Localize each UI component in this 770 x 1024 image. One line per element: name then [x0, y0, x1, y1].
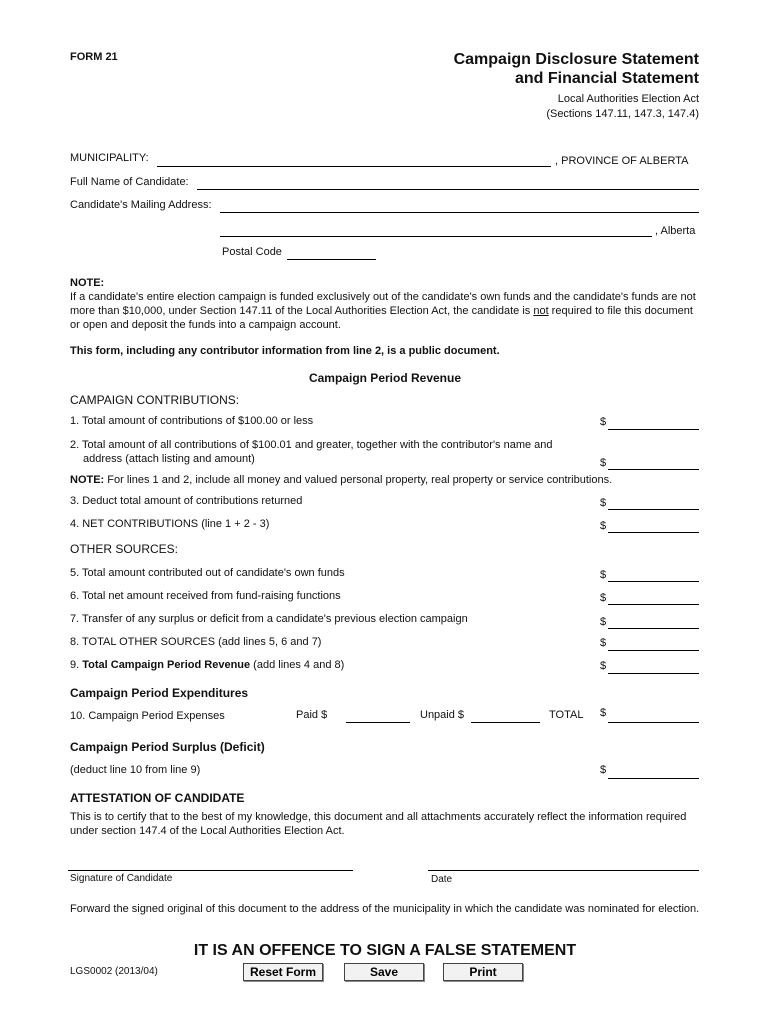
date-label: Date	[431, 874, 453, 885]
attestation-heading: ATTESTATION OF CANDIDATE	[70, 791, 245, 805]
note-text: If a candidate's entire election campaign is funded exclusively out of the candidate's own funds and the candidate's funds are not more than $10,000, under Section 147.11 of the Local Authorities Election Act, the candidate is not required to file this document or open and deposit the funds into a campaign account.	[70, 291, 696, 331]
line-2-amount[interactable]	[608, 455, 699, 470]
line-3-amount[interactable]	[608, 495, 699, 510]
surplus-heading: Campaign Period Surplus (Deficit)	[70, 740, 265, 754]
line-6-amount[interactable]	[608, 590, 699, 605]
line-1-label: 1. Total amount of contributions of $100.00 or less	[70, 415, 314, 427]
municipality-label: MUNICIPALITY:	[70, 152, 149, 164]
form-number: FORM 21	[70, 51, 118, 63]
line-7-currency: $	[600, 616, 607, 628]
line-3-currency: $	[600, 497, 607, 509]
form-code: LGS0002 (2013/04)	[70, 966, 158, 977]
line-4-label: 4. NET CONTRIBUTIONS (line 1 + 2 - 3)	[70, 518, 270, 530]
revenue-heading: Campaign Period Revenue	[308, 371, 462, 385]
mailing-address-label: Candidate's Mailing Address:	[70, 199, 212, 211]
note-heading: NOTE:	[70, 277, 105, 289]
mailing-address-field[interactable]	[220, 198, 699, 213]
form-title-line2: and Financial Statement	[514, 70, 699, 87]
full-name-field[interactable]	[197, 175, 699, 190]
line-6-label: 6. Total net amount received from fund-raising functions	[70, 590, 341, 602]
postal-code-field[interactable]	[287, 245, 376, 260]
line-1-amount[interactable]	[608, 415, 699, 430]
forward-instructions: Forward the signed original of this document to the address of the municipality in which the candidate was nominated for election.	[70, 903, 700, 915]
line-9-label: 9. Total Campaign Period Revenue (add lines 4 and 8)	[70, 659, 345, 671]
line-1-currency: $	[600, 416, 607, 428]
line-2-label-cont: address (attach listing and amount)	[83, 453, 255, 465]
total-label: TOTAL	[549, 709, 584, 721]
line-5-amount[interactable]	[608, 567, 699, 582]
surplus-amount[interactable]	[608, 764, 699, 779]
form-title-line1: Campaign Disclosure Statement	[453, 51, 699, 68]
date-field[interactable]	[428, 856, 699, 871]
line-7-amount[interactable]	[608, 614, 699, 629]
line-5-label: 5. Total amount contributed out of candidate's own funds	[70, 567, 345, 579]
print-button[interactable]: Print	[443, 963, 523, 981]
attestation-text: This is to certify that to the best of my knowledge, this document and all attachments accurately reflect the information required under section 147.4 of the Local Authorities Election Act.	[70, 811, 687, 837]
line-10-currency: $	[600, 707, 607, 719]
line-8-label: 8. TOTAL OTHER SOURCES (add lines 5, 6 and 7)	[70, 636, 322, 648]
other-sources-heading: OTHER SOURCES:	[70, 542, 179, 556]
line-7-label: 7. Transfer of any surplus or deficit from a candidate's previous election campaign	[70, 613, 468, 625]
full-name-label: Full Name of Candidate:	[70, 176, 189, 188]
line-3-label: 3. Deduct total amount of contributions returned	[70, 495, 303, 507]
line-8-amount[interactable]	[608, 636, 699, 651]
line-2-label: 2. Total amount of all contributions of $100.01 and greater, together with the contributor's name and	[70, 439, 553, 451]
public-document-notice: This form, including any contributor information from line 2, is a public document.	[70, 345, 500, 357]
line-10-label: 10. Campaign Period Expenses	[70, 710, 225, 722]
line-9-amount[interactable]	[608, 659, 699, 674]
signature-field[interactable]	[68, 856, 353, 871]
expenditures-heading: Campaign Period Expenditures	[70, 686, 249, 700]
line-4-currency: $	[600, 520, 607, 532]
surplus-label: (deduct line 10 from line 9)	[70, 764, 201, 776]
line-9-currency: $	[600, 660, 607, 672]
save-button[interactable]: Save	[344, 963, 424, 981]
line-2-currency: $	[600, 457, 607, 469]
reset-form-button[interactable]: Reset Form	[243, 963, 323, 981]
contributions-heading: CAMPAIGN CONTRIBUTIONS:	[70, 393, 240, 407]
postal-code-label: Postal Code	[222, 246, 282, 258]
surplus-currency: $	[600, 764, 607, 776]
act-sections: (Sections 147.11, 147.3, 147.4)	[546, 108, 699, 120]
signature-label: Signature of Candidate	[70, 873, 173, 884]
unpaid-label: Unpaid $	[420, 709, 465, 721]
lines-1-2-note: NOTE: For lines 1 and 2, include all money and valued personal property, real property or service contributions.	[70, 474, 613, 486]
alberta-label: , Alberta	[655, 225, 696, 237]
offence-warning: IT IS AN OFFENCE TO SIGN A FALSE STATEMENT	[193, 942, 577, 959]
line-6-currency: $	[600, 592, 607, 604]
line-8-currency: $	[600, 637, 607, 649]
paid-label: Paid $	[296, 709, 328, 721]
mailing-address-line2-field[interactable]	[220, 222, 652, 237]
unpaid-amount[interactable]	[471, 708, 540, 723]
paid-amount[interactable]	[346, 708, 410, 723]
line-4-amount[interactable]	[608, 518, 699, 533]
municipality-field[interactable]	[157, 152, 551, 167]
province-label: , PROVINCE OF ALBERTA	[555, 155, 689, 167]
line-5-currency: $	[600, 569, 607, 581]
line-10-total-amount[interactable]	[608, 708, 699, 723]
act-name: Local Authorities Election Act	[557, 93, 699, 105]
